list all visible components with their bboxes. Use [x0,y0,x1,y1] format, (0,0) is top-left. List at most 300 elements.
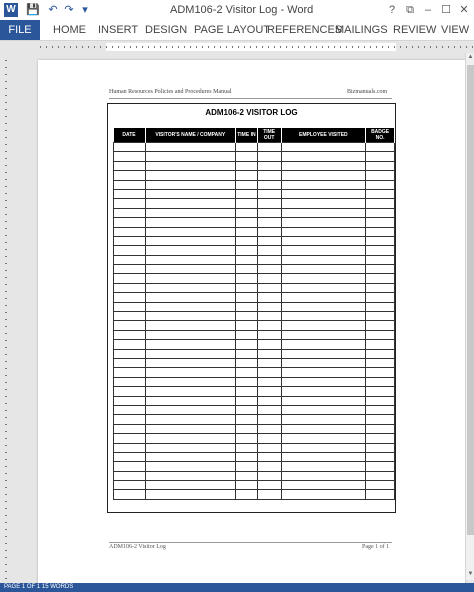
customize-toolbar-icon[interactable]: ▾ [82,4,88,16]
table-cell[interactable] [281,208,366,217]
table-cell[interactable] [236,274,258,283]
table-cell[interactable] [366,396,395,405]
table-cell[interactable] [257,312,281,321]
horizontal-ruler[interactable] [0,41,474,53]
table-cell[interactable] [145,265,235,274]
table-cell[interactable] [366,312,395,321]
table-cell[interactable] [114,349,146,358]
word-app-icon[interactable]: W [4,3,18,17]
table-cell[interactable] [114,462,146,471]
table-cell[interactable] [145,236,235,245]
table-cell[interactable] [236,180,258,189]
tab-mailings[interactable]: MAILINGS [335,24,388,36]
table-cell[interactable] [281,462,366,471]
table-cell[interactable] [281,312,366,321]
table-cell[interactable] [145,330,235,339]
footer-page-number: Page 1 of 1 [362,544,390,550]
table-row [114,274,395,283]
table-cell[interactable] [366,434,395,443]
table-cell[interactable] [114,330,146,339]
ribbon-tab-bar [0,20,474,41]
table-cell[interactable] [366,208,395,217]
table-cell[interactable] [281,434,366,443]
table-cell[interactable] [236,171,258,180]
table-cell[interactable] [366,246,395,255]
tab-page-layout[interactable]: PAGE LAYOUT [194,24,271,36]
table-cell[interactable] [236,330,258,339]
column-header-employee-visited: EMPLOYEE VISITED [281,128,366,143]
table-cell[interactable] [236,387,258,396]
table-cell[interactable] [257,199,281,208]
table-cell[interactable] [114,208,146,217]
table-cell[interactable] [236,349,258,358]
table-cell[interactable] [366,321,395,330]
table-cell[interactable] [114,171,146,180]
table-row [114,321,395,330]
table-cell[interactable] [114,236,146,245]
table-cell[interactable] [114,199,146,208]
table-cell[interactable] [145,415,235,424]
table-row [114,143,395,152]
table-cell[interactable] [281,152,366,161]
table-cell[interactable] [236,434,258,443]
table-cell[interactable] [257,152,281,161]
table-cell[interactable] [366,255,395,264]
table-cell[interactable] [257,452,281,461]
table-cell[interactable] [114,340,146,349]
table-cell[interactable] [145,180,235,189]
table-cell[interactable] [366,424,395,433]
table-cell[interactable] [236,424,258,433]
table-cell[interactable] [281,358,366,367]
table-cell[interactable] [281,189,366,198]
table-cell[interactable] [366,293,395,302]
table-cell[interactable] [257,302,281,311]
table-cell[interactable] [366,189,395,198]
table-cell[interactable] [281,396,366,405]
table-cell[interactable] [236,462,258,471]
tab-file[interactable]: FILE [0,20,40,40]
table-cell[interactable] [281,321,366,330]
table-cell[interactable] [281,471,366,480]
table-row [114,293,395,302]
minimize-button[interactable]: – [424,4,432,16]
scroll-down-arrow-icon[interactable]: ▼ [467,571,474,577]
table-row [114,236,395,245]
table-cell[interactable] [236,340,258,349]
table-cell[interactable] [145,424,235,433]
table-cell[interactable] [366,481,395,490]
table-cell[interactable] [145,246,235,255]
table-cell[interactable] [236,143,258,152]
table-cell[interactable] [366,368,395,377]
table-cell[interactable] [114,246,146,255]
table-cell[interactable] [366,274,395,283]
table-cell[interactable] [145,312,235,321]
table-cell[interactable] [236,283,258,292]
table-cell[interactable] [236,321,258,330]
table-cell[interactable] [145,199,235,208]
table-cell[interactable] [236,161,258,170]
table-row [114,218,395,227]
table-cell[interactable] [114,265,146,274]
table-cell[interactable] [366,236,395,245]
table-cell[interactable] [366,161,395,170]
table-cell[interactable] [236,396,258,405]
table-cell[interactable] [281,236,366,245]
table-row [114,490,395,499]
help-button[interactable]: ? [388,4,396,16]
table-cell[interactable] [145,189,235,198]
table-cell[interactable] [366,143,395,152]
tab-view[interactable]: VIEW [441,24,470,36]
table-cell[interactable] [257,161,281,170]
ruler-ticks [40,46,474,48]
undo-icon[interactable]: ↶ [48,4,58,16]
tab-insert[interactable]: INSERT [98,24,139,36]
table-row [114,227,395,236]
maximize-button[interactable]: ☐ [441,4,451,16]
table-row [114,387,395,396]
table-cell[interactable] [257,424,281,433]
table-cell[interactable] [366,471,395,480]
table-cell[interactable] [366,227,395,236]
table-cell[interactable] [236,405,258,414]
table-cell[interactable] [145,255,235,264]
table-cell[interactable] [145,349,235,358]
table-cell[interactable] [145,368,235,377]
table-cell[interactable] [366,387,395,396]
table-cell[interactable] [114,415,146,424]
table-cell[interactable] [257,434,281,443]
table-cell[interactable] [257,387,281,396]
table-cell[interactable] [145,283,235,292]
table-cell[interactable] [114,452,146,461]
table-row [114,424,395,433]
table-cell[interactable] [257,265,281,274]
table-cell[interactable] [281,452,366,461]
column-header-badge-no: BADGE NO. [366,128,395,143]
table-cell[interactable] [257,396,281,405]
tab-home[interactable]: HOME [53,24,86,36]
table-cell[interactable] [114,424,146,433]
table-cell[interactable] [281,161,366,170]
table-cell[interactable] [236,208,258,217]
tab-references[interactable]: REFERENCES [267,24,343,36]
table-row [114,161,395,170]
table-cell[interactable] [145,481,235,490]
table-cell[interactable] [366,462,395,471]
vertical-ruler-ticks [5,60,7,580]
table-cell[interactable] [257,471,281,480]
table-cell[interactable] [145,143,235,152]
table-cell[interactable] [366,340,395,349]
document-title: ADM106-2 VISITOR LOG [205,108,298,117]
table-cell[interactable] [257,236,281,245]
table-cell[interactable] [257,377,281,386]
table-cell[interactable] [114,471,146,480]
table-cell[interactable] [236,452,258,461]
table-cell[interactable] [145,152,235,161]
table-cell[interactable] [114,274,146,283]
table-cell[interactable] [236,377,258,386]
table-cell[interactable] [236,415,258,424]
table-cell[interactable] [114,368,146,377]
footer-left-text: ADM106-2 Visitor Log [109,544,166,550]
tab-design[interactable]: DESIGN [145,24,188,36]
table-cell[interactable] [281,481,366,490]
table-cell[interactable] [281,405,366,414]
table-cell[interactable] [236,471,258,480]
table-cell[interactable] [114,405,146,414]
table-cell[interactable] [281,377,366,386]
vertical-ruler[interactable] [0,60,12,580]
table-row [114,443,395,452]
table-cell[interactable] [257,189,281,198]
table-cell[interactable] [145,227,235,236]
ribbon-display-options-button[interactable]: ⧉ [406,4,414,16]
table-cell[interactable] [145,302,235,311]
table-cell[interactable] [145,161,235,170]
table-row [114,368,395,377]
table-cell[interactable] [114,387,146,396]
table-cell[interactable] [257,462,281,471]
table-cell[interactable] [236,199,258,208]
table-cell[interactable] [114,189,146,198]
table-cell[interactable] [257,368,281,377]
tab-review[interactable]: REVIEW [393,24,437,36]
table-cell[interactable] [236,358,258,367]
table-cell[interactable] [257,490,281,499]
table-cell[interactable] [145,443,235,452]
table-cell[interactable] [236,312,258,321]
table-cell[interactable] [236,368,258,377]
table-cell[interactable] [366,490,395,499]
table-cell[interactable] [366,199,395,208]
table-cell[interactable] [145,434,235,443]
table-cell[interactable] [366,180,395,189]
table-row [114,171,395,180]
table-cell[interactable] [114,396,146,405]
table-cell[interactable] [114,377,146,386]
table-row [114,481,395,490]
table-cell[interactable] [114,293,146,302]
table-cell[interactable] [114,358,146,367]
table-cell[interactable] [236,443,258,452]
table-cell[interactable] [281,340,366,349]
table-row [114,396,395,405]
table-cell[interactable] [281,180,366,189]
table-cell[interactable] [145,490,235,499]
table-cell[interactable] [114,180,146,189]
table-cell[interactable] [236,189,258,198]
table-cell[interactable] [114,227,146,236]
table-cell[interactable] [236,265,258,274]
table-cell[interactable] [236,302,258,311]
table-cell[interactable] [145,321,235,330]
document-page[interactable] [38,60,465,592]
table-row [114,189,395,198]
table-cell[interactable] [366,358,395,367]
table-cell[interactable] [281,171,366,180]
table-cell[interactable] [145,377,235,386]
table-cell[interactable] [114,218,146,227]
table-cell[interactable] [281,330,366,339]
table-cell[interactable] [114,321,146,330]
table-cell[interactable] [366,265,395,274]
table-cell[interactable] [366,283,395,292]
table-cell[interactable] [257,180,281,189]
table-cell[interactable] [366,218,395,227]
table-row [114,358,395,367]
table-cell[interactable] [281,274,366,283]
table-cell[interactable] [281,255,366,264]
table-cell[interactable] [281,424,366,433]
table-cell[interactable] [281,490,366,499]
table-row [114,349,395,358]
table-cell[interactable] [366,452,395,461]
table-cell[interactable] [257,283,281,292]
table-cell[interactable] [257,227,281,236]
table-row [114,302,395,311]
table-cell[interactable] [281,368,366,377]
table-cell[interactable] [366,443,395,452]
table-cell[interactable] [257,143,281,152]
table-cell[interactable] [145,405,235,414]
table-cell[interactable] [236,218,258,227]
vertical-scrollbar[interactable] [465,53,474,580]
table-cell[interactable] [366,330,395,339]
table-cell[interactable] [145,208,235,217]
table-row [114,415,395,424]
table-cell[interactable] [114,434,146,443]
table-cell[interactable] [145,358,235,367]
table-row [114,452,395,461]
visitor-log-table[interactable] [113,128,395,500]
scroll-thumb[interactable] [467,65,474,535]
table-cell[interactable] [366,171,395,180]
table-row [114,434,395,443]
table-cell[interactable] [257,340,281,349]
table-cell[interactable] [145,293,235,302]
table-cell[interactable] [281,246,366,255]
table-cell[interactable] [145,387,235,396]
table-row [114,462,395,471]
table-body [114,143,395,500]
save-icon[interactable]: 💾 [26,4,40,16]
table-cell[interactable] [281,218,366,227]
table-cell[interactable] [257,255,281,264]
table-cell[interactable] [257,171,281,180]
table-cell[interactable] [145,340,235,349]
table-cell[interactable] [366,415,395,424]
table-cell[interactable] [257,218,281,227]
table-cell[interactable] [236,236,258,245]
table-cell[interactable] [145,396,235,405]
table-cell[interactable] [257,405,281,414]
table-cell[interactable] [236,293,258,302]
table-cell[interactable] [114,143,146,152]
table-cell[interactable] [114,152,146,161]
table-cell[interactable] [366,302,395,311]
table-cell[interactable] [281,415,366,424]
table-cell[interactable] [114,161,146,170]
table-cell[interactable] [257,274,281,283]
table-cell[interactable] [236,152,258,161]
status-page-word-count[interactable]: PAGE 1 OF 1 15 WORDS [4,584,74,590]
table-cell[interactable] [281,265,366,274]
header-rule [109,98,392,99]
table-cell[interactable] [281,293,366,302]
table-row [114,405,395,414]
table-cell[interactable] [281,199,366,208]
redo-icon[interactable]: ↷ [64,4,74,16]
table-cell[interactable] [281,349,366,358]
table-cell[interactable] [114,490,146,499]
table-cell[interactable] [281,443,366,452]
table-cell[interactable] [114,443,146,452]
window-title: ADM106-2 Visitor Log - Word [170,4,314,16]
table-cell[interactable] [145,471,235,480]
table-cell[interactable] [366,349,395,358]
header-left-text: Human Resources Policies and Procedures Manual [109,89,232,95]
table-cell[interactable] [366,152,395,161]
table-cell[interactable] [114,481,146,490]
column-header-date: DATE [114,128,146,143]
table-cell[interactable] [145,218,235,227]
table-cell[interactable] [114,312,146,321]
table-cell[interactable] [145,274,235,283]
table-cell[interactable] [257,293,281,302]
table-cell[interactable] [236,227,258,236]
table-row [114,330,395,339]
table-cell[interactable] [257,246,281,255]
table-cell[interactable] [366,405,395,414]
table-cell[interactable] [236,490,258,499]
table-cell[interactable] [257,358,281,367]
table-cell[interactable] [257,208,281,217]
table-cell[interactable] [114,302,146,311]
table-cell[interactable] [366,377,395,386]
close-button[interactable]: ✕ [459,4,469,16]
table-cell[interactable] [281,387,366,396]
table-cell[interactable] [281,283,366,292]
table-cell[interactable] [145,171,235,180]
table-cell[interactable] [236,246,258,255]
status-bar [0,583,474,592]
table-cell[interactable] [257,481,281,490]
table-cell[interactable] [281,143,366,152]
table-cell[interactable] [257,443,281,452]
table-row [114,180,395,189]
table-cell[interactable] [236,481,258,490]
table-cell[interactable] [281,302,366,311]
table-cell[interactable] [257,321,281,330]
table-cell[interactable] [257,330,281,339]
table-cell[interactable] [114,283,146,292]
scroll-up-arrow-icon[interactable]: ▲ [467,54,474,60]
table-cell[interactable] [257,349,281,358]
table-cell[interactable] [236,255,258,264]
form-frame [107,103,396,513]
table-cell[interactable] [145,452,235,461]
table-cell[interactable] [114,255,146,264]
table-row [114,283,395,292]
table-header-row [114,128,395,143]
table-cell[interactable] [281,227,366,236]
table-cell[interactable] [145,462,235,471]
table-cell[interactable] [257,415,281,424]
